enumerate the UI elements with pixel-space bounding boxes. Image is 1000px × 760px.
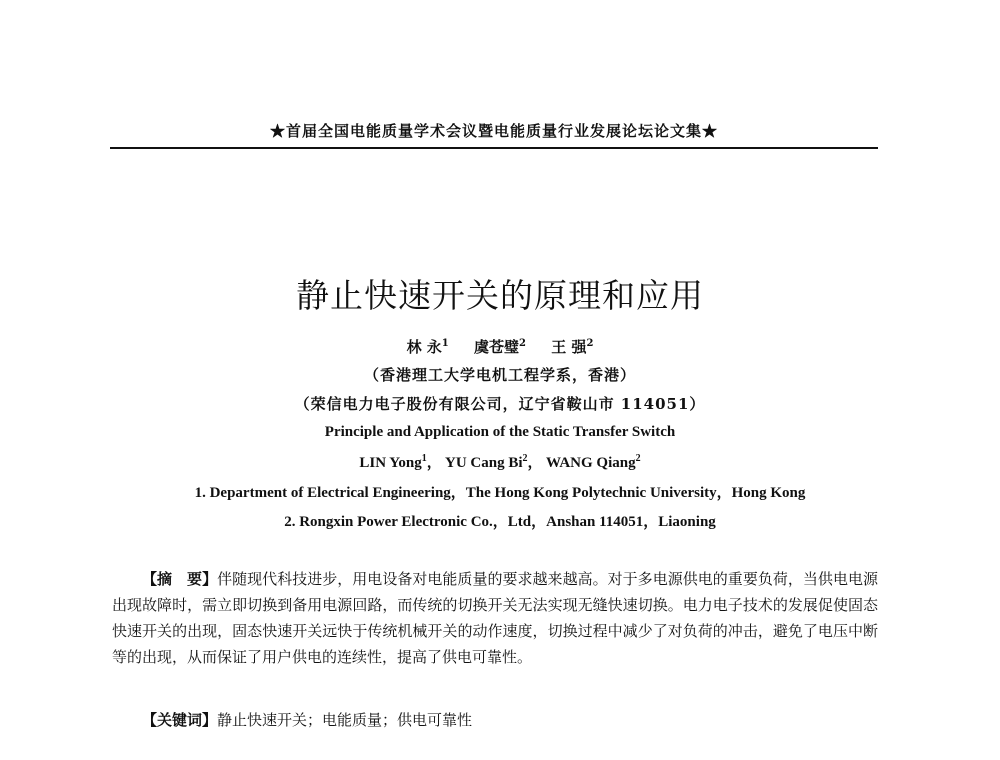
author-en-3-mark: 2 (635, 453, 641, 464)
header-rule (110, 147, 878, 149)
keywords-label: 【关键词】 (142, 711, 218, 729)
abstract-label: 【摘 要】 (142, 570, 218, 588)
affiliation-cn-2: （荣信电力电子股份有限公司，辽宁省鞍山市 114051） (294, 395, 706, 413)
affiliation-cn-1: （香港理工大学电机工程学系，香港） (363, 366, 636, 384)
author-cn-2-mark: 2 (519, 338, 526, 349)
keywords-text: 静止快速开关；电能质量；供电可靠性 (217, 711, 473, 729)
author-cn-1-mark: 1 (441, 338, 449, 349)
keywords (112, 707, 878, 733)
author-en-2-name: YU Cang Bi (444, 455, 523, 471)
authors-cn (0, 336, 1000, 357)
author-en-2-sep: ， (527, 455, 543, 471)
author-cn-2 (474, 338, 526, 356)
author-cn-2-name: 虞苍璧 (474, 338, 520, 356)
author-en-2-mark: 2 (522, 453, 528, 464)
author-cn-1-name: 林 永 (406, 338, 442, 356)
author-en-1-mark: 1 (421, 453, 427, 464)
author-cn-1 (407, 338, 449, 356)
author-en-1-sep: ， (426, 455, 442, 471)
paper-title: 静止快速开关的原理和应用 (296, 276, 704, 316)
author-en-3-name: WANG Qiang (546, 455, 636, 471)
author-cn-3 (551, 338, 593, 356)
abstract-text: 伴随现代科技进步，用电设备对电能质量的要求越来越高。对于多电源供电的重要负荷，当供电电源出现故障时，需立即切换到备用电源回路，而传统的切换开关无法实现无缝快速切换。电力电子技术的发展促使固态快速开关的出现，固态快速开关远快于传统机械开关的动作速度，切换过程中减少了对负荷的冲击，避免了电压中断等的出现，从而保证了用户供电的连续性，提高了供电可靠性。 (112, 570, 878, 666)
running-header: ★首届全国电能质量学术会议暨电能质量行业发展论坛论文集★ (269, 122, 718, 140)
affiliation-en-1: 1. Department of Electrical Engineering，The Hong Kong Polytechnic University，Hong Kong (194, 485, 806, 501)
author-cn-3-mark: 2 (586, 338, 594, 349)
author-cn-3-name: 王 强 (551, 338, 587, 356)
paper-title-en: Principle and Application of the Static Transfer Switch (324, 424, 676, 440)
abstract (112, 566, 878, 670)
affiliation-en-2: 2. Rongxin Power Electronic Co.，Ltd，Anshan 114051，Liaoning (284, 514, 716, 530)
author-en-1-name: LIN Yong (359, 455, 422, 471)
authors-en (0, 451, 1000, 472)
